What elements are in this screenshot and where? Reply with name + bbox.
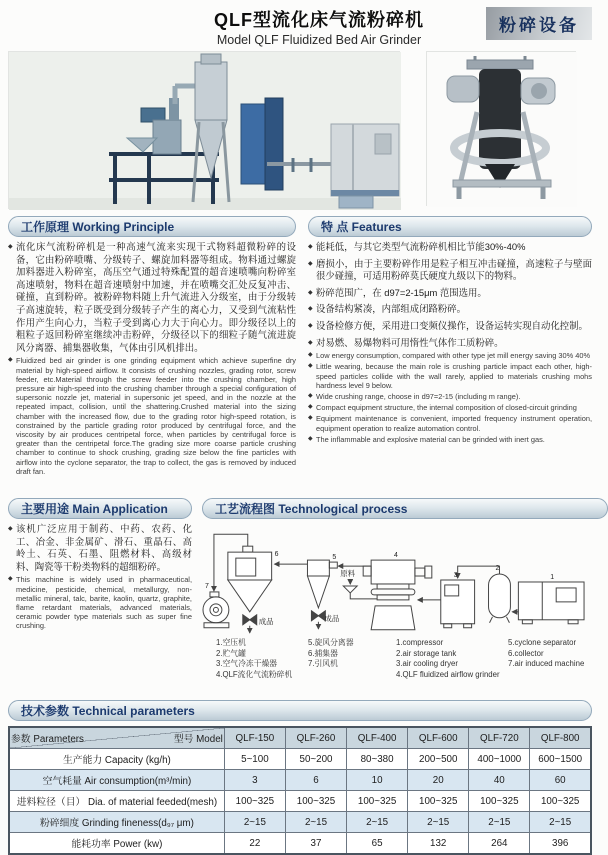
cell-value: 264 [469, 833, 530, 855]
cell-value: 22 [224, 833, 285, 855]
cell-value: 100~325 [347, 791, 408, 812]
category-badge: 粉碎设备 [486, 7, 592, 40]
diagram-label-4: 4 [394, 552, 398, 560]
section-features [308, 216, 592, 494]
legend-item: 4.QLF fluidized airflow grinder [396, 669, 500, 679]
table-row-capacity [9, 749, 591, 770]
feature-item-en: ◆ Little wearing, because the main role is crushing particle impact each other, high-speed particles collide with the wall rarely, applied to materials crushing mohs hardness level 9 below. [308, 362, 592, 390]
diagram-label-raw-material: 原料 [340, 569, 356, 579]
cell-value: 100~325 [530, 791, 591, 812]
legend-item: 4.QLF流化气流粉碎机 [216, 669, 293, 679]
feature-item-cn: ◆ 磨损小，由于主要粉碎作用是粒子相互冲击碰撞，高速粒子与壁面很少碰撞，可适用粉碎莫氏硬度九级以下的物料。 [308, 258, 592, 283]
diagram-label-2: 2 [495, 565, 500, 573]
diagram-label-7: 7 [204, 582, 209, 590]
legend-item: 5.旋风分离器 [308, 638, 354, 647]
legend-item: 2.贮气罐 [216, 648, 246, 658]
cell-value: 600~1500 [530, 749, 591, 770]
cell-value: 2~15 [347, 812, 408, 833]
cell-value: 3 [224, 770, 285, 791]
main-application-text-cn: ◆ 该机广泛应用于制药、中药、农药、化工、冶金、非金属矿、滑石、重晶石、高岭土、石英、石墨、阻燃材料、高级材料、陶瓷等干粉类物料的超细粉碎。 [8, 523, 192, 573]
cell-value: 100~325 [408, 791, 469, 812]
table-row-air-consumption [9, 770, 591, 791]
corner-cell-content [11, 731, 223, 745]
table-row-feed-size [9, 791, 591, 812]
section-working-principle [8, 216, 296, 494]
cell-value: 2~15 [469, 812, 530, 833]
cell-value: 132 [408, 833, 469, 855]
working-principle-text-cn: ◆ 流化床气流粉碎机是一种高速气流来实现干式物料超微粉碎的设备，它由粉碎喷嘴、分级转子、螺旋加料器等组成。物料通过螺旋加料器进入粉碎室，高压空气通过特殊配置的超音速喷嘴向粉碎室高速喷射，物料在超音速喷射中加速，并在喷嘴交汇处反复冲击、碰撞，直到粉碎。被粉碎物料随上升气流进入分级室，由于分级转子高速旋转，粒子既受到分级转子产生的离心力，又受到气流粘性作用产生向心力，当粒子受到离心力大于向心力。即分级径以上的粗粒子返回粉碎室继续冲击粉碎，分级径以下的细粒子随气流进旋风分离器、捕集器收集，气体由引风机排出。 [8, 241, 296, 354]
feature-item-cn: ◆ 对易燃、易爆物料可用惰性气体作工质粉碎。 [308, 337, 592, 350]
photo-grinder-unit [426, 51, 576, 206]
working-principle-heading: 工作原理 Working Principle [8, 216, 296, 237]
table-row-power [9, 833, 591, 855]
legend-item: 1.空压机 [216, 638, 246, 647]
feature-item-en: ◆ Compact equipment structure, the internal composition of closed-circuit grinding [308, 403, 592, 412]
cell-value: 20 [408, 770, 469, 791]
product-photos [8, 51, 592, 209]
cell-value: 400~1000 [469, 749, 530, 770]
table-row-grinding-fineness [9, 812, 591, 833]
cell-value: 2~15 [408, 812, 469, 833]
main-application-heading: 主要用途 Main Application [8, 498, 192, 519]
feature-item-cn: ◆ 设备结构紧凑，内部组成闭路粉碎。 [308, 303, 592, 316]
corner-model-label: 型号 Model [173, 734, 223, 745]
table-header-row [9, 727, 591, 749]
feature-item-cn: ◆ 设备检修方便，采用进口变频仪操作，设备运转实现自动化控制。 [308, 320, 592, 333]
page-header [8, 4, 592, 47]
working-principle-text-en: ◆ Fluidized bed air grinder is one grinding equipment which achieve superfine dry material by high-speed airflow. It consists of crushing nozzles, grading rotor, screw feeder, etc.Material through the screw feeder into the crushing chamber, high pressure air high-speed into the crushing chamber through a special configuration of supersonic nozzle jet, material in supersonic jet speed, and in the nozzle at the repeated impact, collision, until the shattering.Crushed material into the sizing chamber with the increased flow, due to the grading rotor high-speed rotation, is constrained by the particle grading rotor produced by centrifugal force, and the viscosity by air produces centripetal force, when particles by centrifugal force is greater than the centripetal force.The grading size more coarse particle crushing chamber to continue to shock crushing, grading size below the fine particles with airflow into the cyclone separator, the trap to collect, the gas is removed by induced draft fan. [8, 356, 296, 476]
legend-col-en-b [508, 638, 608, 680]
diagram-label-6: 6 [274, 551, 279, 559]
cell-value: 80~380 [347, 749, 408, 770]
features-list-en [308, 351, 592, 444]
title-block [158, 4, 480, 47]
cell-value: 200~500 [408, 749, 469, 770]
technical-parameters-heading: 技术参数 Technical parameters [8, 700, 592, 721]
model-header: QLF-600 [408, 727, 469, 749]
main-application-text-en: ◆ This machine is widely used in pharmaceutical, medicine, pesticide, chemical, metallurgy, non-metallic mineral, talc, barite, kaolin, quartz, graphite, flame retardant materials, advanced materials, ceramic powder type materials such as super fine crushing. [8, 575, 192, 630]
legend-item: 6.collector [508, 648, 544, 658]
legend-col-cn-b [308, 638, 396, 680]
diagram-label-3: 3 [453, 572, 458, 580]
row-application-process [8, 498, 592, 694]
cell-value: 396 [530, 833, 591, 855]
model-header: QLF-260 [285, 727, 346, 749]
cell-value: 60 [530, 770, 591, 791]
photo-complete-system-illustration [9, 52, 401, 210]
process-flow-diagram [202, 522, 608, 636]
cell-value: 100~325 [469, 791, 530, 812]
legend-item: 3.air cooling dryer [396, 659, 458, 668]
diagram-label-product: 成品 [324, 613, 340, 623]
cell-value: 5~100 [224, 749, 285, 770]
cell-value: 37 [285, 833, 346, 855]
feature-item-en: ◆ The inflammable and explosive material can be grinded with inert gas. [308, 435, 592, 444]
row-label: 进料粒径（目） Dia. of material feeded(mesh) [9, 791, 224, 812]
section-process-flow [202, 498, 608, 694]
cell-value: 2~15 [530, 812, 591, 833]
diagram-label-product: 成品 [258, 616, 274, 626]
legend-item: 7.引风机 [308, 659, 338, 668]
process-legend [202, 638, 608, 680]
legend-item: 3.空气冷冻干燥器 [216, 659, 278, 668]
cell-value: 65 [347, 833, 408, 855]
legend-item: 5.cyclone separator [508, 638, 577, 647]
process-flow-svg [202, 522, 592, 636]
legend-item: 1.compressor [396, 638, 444, 647]
row-label: 能耗功率 Power (kw) [9, 833, 224, 855]
model-header: QLF-800 [530, 727, 591, 749]
features-list-cn [308, 241, 592, 349]
cell-value: 10 [347, 770, 408, 791]
process-heading: 工艺流程图 Technological process [202, 498, 608, 519]
technical-parameters-table [8, 726, 592, 855]
cell-value: 100~325 [285, 791, 346, 812]
row-label: 生产能力 Capacity (kg/h) [9, 749, 224, 770]
table-corner-cell [9, 727, 224, 749]
diagram-label-1: 1 [550, 574, 555, 581]
page-title-cn: QLF型流化床气流粉碎机 [214, 10, 424, 30]
legend-col-en-a [396, 638, 508, 680]
diagram-label-5: 5 [332, 554, 337, 562]
cell-value: 40 [469, 770, 530, 791]
feature-item-en: ◆ Wide crushing range, choose in d97=2-15 (including m range). [308, 392, 592, 401]
cell-value: 6 [285, 770, 346, 791]
legend-item: 7.air induced machine [508, 659, 585, 668]
feature-item-cn: ◆ 粉碎范围广，在 d97=2-15μm 范围选用。 [308, 287, 592, 300]
row-label: 粉碎细度 Grinding fineness(d₉₇ μm) [9, 812, 224, 833]
model-header: QLF-400 [347, 727, 408, 749]
page-title-en: Model QLF Fluidized Bed Air Grinder [216, 33, 422, 47]
row-label: 空气耗量 Air consumption(m³/min) [9, 770, 224, 791]
model-header: QLF-720 [469, 727, 530, 749]
legend-col-cn-a [216, 638, 308, 680]
feature-item-en: ◆ Equipment maintenance is convenient, imported frequency instrument operation, equipment operation to realize automation control. [308, 414, 592, 432]
corner-param-label: 参数 Parameters [11, 734, 84, 745]
cell-value: 50~200 [285, 749, 346, 770]
legend-item: 6.捕集器 [308, 648, 338, 658]
cell-value: 2~15 [285, 812, 346, 833]
features-heading: 特 点 Features [308, 216, 592, 237]
section-main-application [8, 498, 192, 694]
row-principle-features [8, 216, 592, 494]
feature-item-cn: ◆ 能耗低，与其它类型气流粉碎机相比节能30%-40% [308, 241, 592, 254]
legend-item: 2.air storage tank [396, 648, 457, 658]
photo-complete-system [8, 51, 400, 209]
cell-value: 100~325 [224, 791, 285, 812]
photo-grinder-unit-illustration [427, 52, 577, 207]
feature-item-en: ◆ Low energy consumption, compared with other type jet mill energy saving 30% 40% [308, 351, 592, 360]
model-header: QLF-150 [224, 727, 285, 749]
cell-value: 2~15 [224, 812, 285, 833]
